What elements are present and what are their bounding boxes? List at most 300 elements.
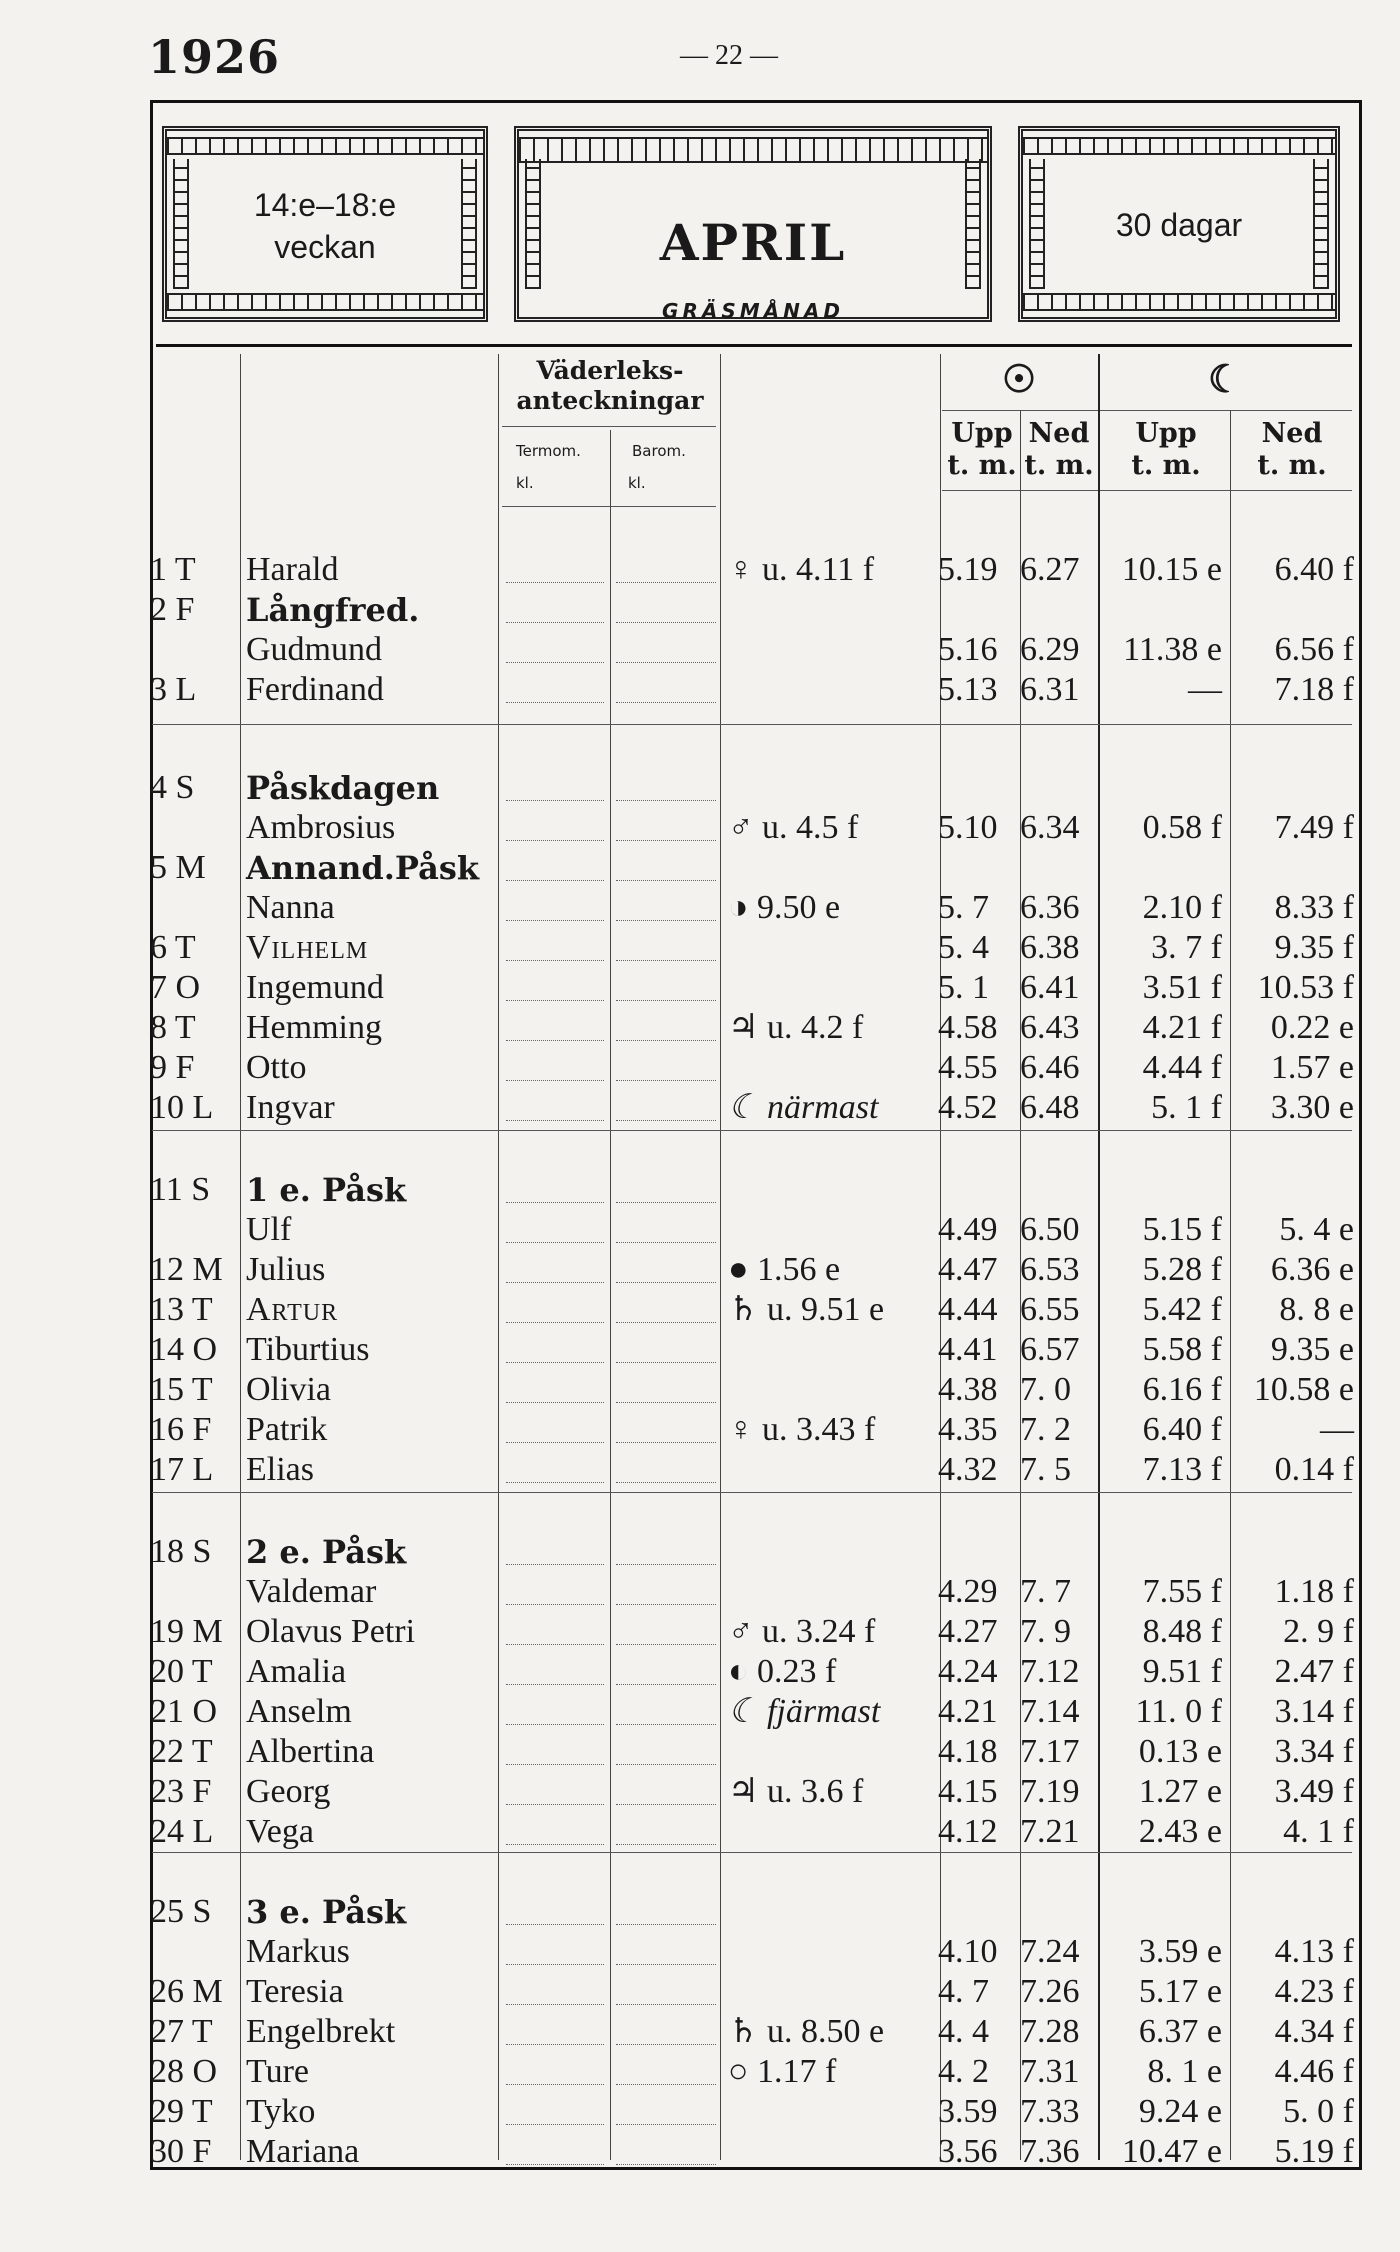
moonset-time: 4.23 f <box>1274 1973 1354 2010</box>
astro-event: ○ 1.17 f <box>728 2053 837 2090</box>
table-row <box>0 1772 1400 1812</box>
table-row <box>0 768 1400 808</box>
table-row <box>0 550 1400 590</box>
name-day: 2 e. Påsk <box>246 1533 407 1571</box>
moonrise-time: 9.51 f <box>1142 1653 1222 1690</box>
day-number: 16 F <box>150 1411 212 1448</box>
dots-barom <box>616 1242 716 1243</box>
moonrise-time: 5.17 e <box>1138 1973 1222 2010</box>
name-day: Tyko <box>246 2093 316 2130</box>
day-number: 15 T <box>150 1371 213 1408</box>
moonrise-time: 5.58 f <box>1142 1331 1222 1368</box>
name-day: Amalia <box>246 1653 347 1690</box>
dots-termom <box>506 1242 604 1243</box>
days-box <box>1018 126 1340 322</box>
name-day: Harald <box>246 551 339 588</box>
moonset-time: 0.22 e <box>1270 1009 1354 1046</box>
dots-barom <box>616 1604 716 1605</box>
dots-barom <box>616 1282 716 1283</box>
dots-barom <box>616 1964 716 1965</box>
name-day: Nanna <box>246 889 335 926</box>
moonrise-time: 3. 7 f <box>1151 929 1222 966</box>
day-number: 21 O <box>150 1693 218 1730</box>
sun-down-header: Ned t. m. <box>1024 418 1094 481</box>
sun-symbol: ☉ <box>1001 356 1037 401</box>
dots-barom <box>616 662 716 663</box>
table-row <box>0 1370 1400 1410</box>
dots-termom <box>506 800 604 801</box>
moonset-time: 1.57 e <box>1270 1049 1354 1086</box>
sunrise-time: 4.52 <box>938 1089 998 1126</box>
name-day: Påskdagen <box>246 769 440 807</box>
table-row <box>0 888 1400 928</box>
dots-barom <box>616 1564 716 1565</box>
sunrise-time: 3.59 <box>938 2093 998 2130</box>
barom-kl: kl. <box>628 474 646 492</box>
sunrise-time: 5. 1 <box>938 969 989 1006</box>
name-day: Olavus Petri <box>246 1613 416 1650</box>
dots-termom <box>506 622 604 623</box>
astro-event: ♃ u. 3.6 f <box>728 1773 864 1810</box>
sunrise-time: 4.41 <box>938 1331 998 1368</box>
sunset-time: 6.57 <box>1020 1331 1080 1368</box>
moonset-time: 2. 9 f <box>1283 1613 1354 1650</box>
table-row <box>0 1932 1400 1972</box>
moonset-time: 4.46 f <box>1274 2053 1354 2090</box>
sunrise-time: 4. 7 <box>938 1973 989 2010</box>
dots-barom <box>616 2004 716 2005</box>
dots-barom <box>616 920 716 921</box>
dots-termom <box>506 1604 604 1605</box>
moonrise-time: 4.44 f <box>1142 1049 1222 1086</box>
sunset-time: 6.48 <box>1020 1089 1080 1126</box>
name-day: Julius <box>246 1251 326 1288</box>
table-row <box>0 1572 1400 1612</box>
month-title: APRIL <box>659 213 847 272</box>
name-day: Gudmund <box>246 631 382 668</box>
sunset-time: 6.50 <box>1020 1211 1080 1248</box>
moonrise-time: 3.59 e <box>1138 1933 1222 1970</box>
moonrise-time: 9.24 e <box>1138 2093 1222 2130</box>
moonrise-time: 5. 1 f <box>1151 1089 1222 1126</box>
dots-termom <box>506 1644 604 1645</box>
dots-termom <box>506 1844 604 1845</box>
sunrise-time: 4.10 <box>938 1933 998 1970</box>
moonrise-time: 3.51 f <box>1142 969 1222 1006</box>
sunrise-time: 4.32 <box>938 1451 998 1488</box>
day-number: 17 L <box>150 1451 214 1488</box>
name-day: Anselm <box>246 1693 352 1730</box>
astro-event: ◑ 9.50 e <box>728 889 841 926</box>
moonset-time: 8. 8 e <box>1279 1291 1354 1328</box>
table-row <box>0 1210 1400 1250</box>
day-number: 2 F <box>150 591 195 628</box>
table-row <box>0 968 1400 1008</box>
moonset-time: 0.14 f <box>1274 1451 1354 1488</box>
dots-barom <box>616 1000 716 1001</box>
dots-barom <box>616 1040 716 1041</box>
dots-barom <box>616 2124 716 2125</box>
dots-termom <box>506 582 604 583</box>
name-day: Engelbrekt <box>246 2013 396 2050</box>
table-row <box>0 1612 1400 1652</box>
astro-event: ● 1.56 e <box>728 1251 841 1288</box>
dots-termom <box>506 1724 604 1725</box>
name-day: Elias <box>246 1451 314 1488</box>
moonset-time: 4. 1 f <box>1283 1813 1354 1850</box>
sunset-time: 6.34 <box>1020 809 1080 846</box>
table-row <box>0 670 1400 710</box>
moonrise-time: 8. 1 e <box>1147 2053 1222 2090</box>
moonrise-time: 5.15 f <box>1142 1211 1222 1248</box>
dots-termom <box>506 2084 604 2085</box>
dots-termom <box>506 1362 604 1363</box>
sunrise-time: 4.58 <box>938 1009 998 1046</box>
moonrise-time: 2.43 e <box>1138 1813 1222 1850</box>
dots-termom <box>506 1402 604 1403</box>
name-day: Vilhelm <box>246 929 369 966</box>
sunrise-time: 4. 2 <box>938 2053 989 2090</box>
moonset-time: 2.47 f <box>1274 1653 1354 1690</box>
sunset-time: 6.36 <box>1020 889 1080 926</box>
table-row <box>0 2012 1400 2052</box>
table-row <box>0 590 1400 630</box>
name-day: Ambrosius <box>246 809 396 846</box>
sunrise-time: 4.15 <box>938 1773 998 1810</box>
day-number: 7 O <box>150 969 201 1006</box>
table-row <box>0 1692 1400 1732</box>
moonrise-time: 6.37 e <box>1138 2013 1222 2050</box>
moonrise-time: 10.15 e <box>1121 551 1222 588</box>
table-row <box>0 848 1400 888</box>
weeks-word: veckan <box>274 229 376 265</box>
table-row <box>0 1250 1400 1290</box>
sunset-time: 6.41 <box>1020 969 1080 1006</box>
dots-termom <box>506 1964 604 1965</box>
dots-termom <box>506 1080 604 1081</box>
sunrise-time: 4.24 <box>938 1653 998 1690</box>
name-day: Annand.Påsk <box>246 849 479 887</box>
moonrise-time: 8.48 f <box>1142 1613 1222 1650</box>
moonset-time: 3.49 f <box>1274 1773 1354 1810</box>
sunrise-time: 4.38 <box>938 1371 998 1408</box>
moonset-time: 3.30 e <box>1270 1089 1354 1126</box>
table-row <box>0 1330 1400 1370</box>
dots-termom <box>506 960 604 961</box>
weather-header: Väderleks- anteckningar <box>516 356 704 415</box>
table-row <box>0 1088 1400 1128</box>
weeks-box <box>162 126 488 322</box>
dots-termom <box>506 2004 604 2005</box>
moonset-time: 1.18 f <box>1274 1573 1354 1610</box>
name-day: Mariana <box>246 2133 360 2170</box>
sunrise-time: 5. 7 <box>938 889 989 926</box>
astro-event: ◐ 0.23 f <box>728 1653 837 1690</box>
table-row <box>0 1812 1400 1852</box>
day-number: 22 T <box>150 1733 213 1770</box>
dots-termom <box>506 1442 604 1443</box>
dots-barom <box>616 1322 716 1323</box>
day-number: 19 M <box>150 1613 223 1650</box>
moonrise-time: 0.13 e <box>1138 1733 1222 1770</box>
astro-event: ♄ u. 9.51 e <box>728 1291 885 1328</box>
day-number: 1 T <box>150 551 196 588</box>
termom-kl: kl. <box>516 474 534 492</box>
dots-barom <box>616 1402 716 1403</box>
dots-barom <box>616 1684 716 1685</box>
table-row <box>0 1450 1400 1490</box>
dots-termom <box>506 1924 604 1925</box>
dots-termom <box>506 1040 604 1041</box>
dots-barom <box>616 582 716 583</box>
dots-termom <box>506 662 604 663</box>
moonset-time: 4.34 f <box>1274 2013 1354 2050</box>
moonset-time: 8.33 f <box>1274 889 1354 926</box>
dots-termom <box>506 1202 604 1203</box>
dots-termom <box>506 1482 604 1483</box>
dots-termom <box>506 1000 604 1001</box>
table-row <box>0 1732 1400 1772</box>
table-row <box>0 630 1400 670</box>
name-day: Tiburtius <box>246 1331 370 1368</box>
sunrise-time: 4. 4 <box>938 2013 989 2050</box>
astro-event: ♂ u. 4.5 f <box>728 809 859 846</box>
dots-termom <box>506 2164 604 2165</box>
sunrise-time: 5.13 <box>938 671 998 708</box>
sunrise-time: 4.12 <box>938 1813 998 1850</box>
dots-barom <box>616 1202 716 1203</box>
moonset-time: 6.40 f <box>1274 551 1354 588</box>
dots-barom <box>616 1804 716 1805</box>
sunrise-time: 4.55 <box>938 1049 998 1086</box>
sunrise-time: 4.29 <box>938 1573 998 1610</box>
dots-barom <box>616 1724 716 1725</box>
astro-event: ♀ u. 4.11 f <box>728 551 875 588</box>
sunset-time: 6.27 <box>1020 551 1080 588</box>
sunset-time: 6.53 <box>1020 1251 1080 1288</box>
year-label: 1926 <box>148 30 281 84</box>
day-number: 9 F <box>150 1049 195 1086</box>
sunrise-time: 4.49 <box>938 1211 998 1248</box>
table-row <box>0 1532 1400 1572</box>
sunrise-time: 5.19 <box>938 551 998 588</box>
dots-barom <box>616 622 716 623</box>
sunrise-time: 5.10 <box>938 809 998 846</box>
dots-barom <box>616 1442 716 1443</box>
moonset-time: 7.49 f <box>1274 809 1354 846</box>
name-day: Otto <box>246 1049 307 1086</box>
day-number: 20 T <box>150 1653 213 1690</box>
day-number: 3 L <box>150 671 197 708</box>
day-number: 27 T <box>150 2013 213 2050</box>
sunrise-time: 4.44 <box>938 1291 998 1328</box>
name-day: Patrik <box>246 1411 328 1448</box>
name-day: Ingemund <box>246 969 384 1006</box>
table-row <box>0 1290 1400 1330</box>
dots-barom <box>616 1362 716 1363</box>
sunset-time: 7.36 <box>1020 2133 1080 2170</box>
sunset-time: 6.46 <box>1020 1049 1080 1086</box>
name-day: Långfred. <box>246 591 420 629</box>
moonset-time: 5.19 f <box>1274 2133 1354 2170</box>
name-day: Teresia <box>246 1973 344 2010</box>
moonset-time: 10.58 e <box>1253 1371 1354 1408</box>
moonrise-time: 6.16 f <box>1142 1371 1222 1408</box>
day-number: 11 S <box>150 1171 211 1208</box>
moonset-time: 4.13 f <box>1274 1933 1354 1970</box>
day-number: 10 L <box>150 1089 214 1126</box>
termom-label: Termom. <box>516 442 581 460</box>
day-number: 28 O <box>150 2053 218 2090</box>
sunset-time: 7.21 <box>1020 1813 1080 1850</box>
dots-termom <box>506 2044 604 2045</box>
astro-event: ☾ närmast <box>728 1089 879 1126</box>
dots-termom <box>506 1322 604 1323</box>
moonset-time: 3.14 f <box>1274 1693 1354 1730</box>
sunset-time: 7. 0 <box>1020 1371 1071 1408</box>
sunset-time: 6.55 <box>1020 1291 1080 1328</box>
sunset-time: 7. 9 <box>1020 1613 1071 1650</box>
day-number: 13 T <box>150 1291 213 1328</box>
table-row <box>0 2052 1400 2092</box>
table-row <box>0 1652 1400 1692</box>
name-day: Hemming <box>246 1009 382 1046</box>
dots-barom <box>616 960 716 961</box>
dots-barom <box>616 702 716 703</box>
sunset-time: 6.38 <box>1020 929 1080 966</box>
dots-termom <box>506 2124 604 2125</box>
moonset-time: 9.35 e <box>1270 1331 1354 1368</box>
moon-down-header: Ned t. m. <box>1257 418 1327 481</box>
sunset-time: 6.43 <box>1020 1009 1080 1046</box>
moonset-time: — <box>1320 1411 1354 1448</box>
page-number: — 22 — <box>680 40 778 71</box>
name-day: Valdemar <box>246 1573 377 1610</box>
name-day: Artur <box>246 1291 339 1328</box>
name-day: Olivia <box>246 1371 331 1408</box>
table-row <box>0 808 1400 848</box>
dots-barom <box>616 800 716 801</box>
moonrise-time: 4.21 f <box>1142 1009 1222 1046</box>
dots-termom <box>506 702 604 703</box>
moonset-time: 9.35 f <box>1274 929 1354 966</box>
dots-termom <box>506 880 604 881</box>
table-row <box>0 1410 1400 1450</box>
name-day: Ferdinand <box>246 671 384 708</box>
days-count: 30 dagar <box>1115 207 1243 243</box>
sunset-time: 7. 2 <box>1020 1411 1071 1448</box>
dots-termom <box>506 1764 604 1765</box>
weeks-range: 14:e–18:e <box>253 187 397 223</box>
sun-up-header: Upp t. m. <box>947 418 1017 481</box>
sunrise-time: 4.27 <box>938 1613 998 1650</box>
day-number: 30 F <box>150 2133 212 2170</box>
dots-termom <box>506 1804 604 1805</box>
name-day: Georg <box>246 1773 331 1810</box>
moon-up-header: Upp t. m. <box>1131 418 1201 481</box>
sunset-time: 7. 7 <box>1020 1573 1071 1610</box>
day-number: 18 S <box>150 1533 212 1570</box>
day-number: 5 M <box>150 849 206 886</box>
sunset-time: 7.19 <box>1020 1773 1080 1810</box>
day-number: 29 T <box>150 2093 213 2130</box>
sunrise-time: 5. 4 <box>938 929 989 966</box>
dots-barom <box>616 1482 716 1483</box>
dots-barom <box>616 2164 716 2165</box>
moonset-time: 6.36 e <box>1270 1251 1354 1288</box>
sunset-time: 7.12 <box>1020 1653 1080 1690</box>
table-row <box>0 1972 1400 2012</box>
table-row <box>0 928 1400 968</box>
day-number: 26 M <box>150 1973 223 2010</box>
moonrise-time: 5.28 f <box>1142 1251 1222 1288</box>
sunset-time: 6.31 <box>1020 671 1080 708</box>
moonrise-time: 11.38 e <box>1123 631 1222 668</box>
name-day: 3 e. Påsk <box>246 1893 407 1931</box>
dots-termom <box>506 920 604 921</box>
name-day: Ture <box>246 2053 309 2090</box>
moonset-time: 5. 0 f <box>1283 2093 1354 2130</box>
name-day: Ulf <box>246 1211 292 1248</box>
name-day: Markus <box>246 1933 350 1970</box>
day-number: 8 T <box>150 1009 196 1046</box>
month-subtitle: GRÄSMÅNAD <box>662 299 844 323</box>
day-number: 25 S <box>150 1893 212 1930</box>
day-number: 24 L <box>150 1813 214 1850</box>
dots-barom <box>616 2084 716 2085</box>
day-number: 6 T <box>150 929 196 966</box>
moonrise-time: 10.47 e <box>1121 2133 1222 2170</box>
dots-termom <box>506 1684 604 1685</box>
moonset-time: 6.56 f <box>1274 631 1354 668</box>
sunrise-time: 4.21 <box>938 1693 998 1730</box>
moonrise-time: 0.58 f <box>1142 809 1222 846</box>
astro-event: ☾ fjärmast <box>728 1693 881 1730</box>
moonrise-time: 7.55 f <box>1142 1573 1222 1610</box>
moon-symbol: ☾ <box>1207 356 1243 401</box>
dots-termom <box>506 1120 604 1121</box>
moonrise-time: 1.27 e <box>1138 1773 1222 1810</box>
dots-barom <box>616 2044 716 2045</box>
dots-barom <box>616 840 716 841</box>
moonrise-time: 5.42 f <box>1142 1291 1222 1328</box>
barom-label: Barom. <box>632 442 686 460</box>
moonrise-time: — <box>1188 671 1222 708</box>
dots-barom <box>616 1644 716 1645</box>
moonset-time: 5. 4 e <box>1279 1211 1354 1248</box>
astro-event: ♂ u. 3.24 f <box>728 1613 876 1650</box>
sunset-time: 7. 5 <box>1020 1451 1071 1488</box>
day-number: 12 M <box>150 1251 223 1288</box>
table-row <box>0 2092 1400 2132</box>
dots-termom <box>506 1564 604 1565</box>
sunset-time: 7.28 <box>1020 2013 1080 2050</box>
sunset-time: 7.33 <box>1020 2093 1080 2130</box>
dots-barom <box>616 1844 716 1845</box>
name-day: Albertina <box>246 1733 375 1770</box>
sunset-time: 7.31 <box>1020 2053 1080 2090</box>
table-row <box>0 1892 1400 1932</box>
dots-barom <box>616 1764 716 1765</box>
name-day: 1 e. Påsk <box>246 1171 407 1209</box>
sunset-time: 7.14 <box>1020 1693 1080 1730</box>
astro-event: ♀ u. 3.43 f <box>728 1411 876 1448</box>
day-number: 14 O <box>150 1331 218 1368</box>
name-day: Vega <box>246 1813 314 1850</box>
table-row <box>0 1008 1400 1048</box>
name-day: Ingvar <box>246 1089 335 1126</box>
sunset-time: 6.29 <box>1020 631 1080 668</box>
